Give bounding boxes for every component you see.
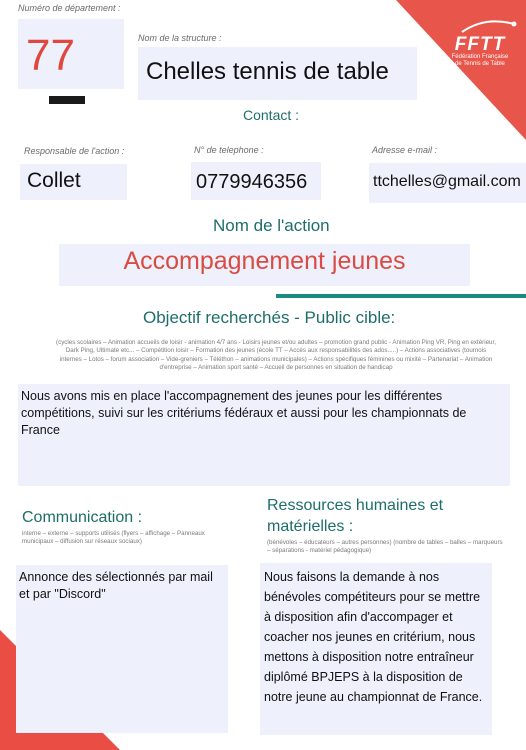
responsable-value: Collet [27,169,81,192]
nom-action-field[interactable] [59,244,470,286]
telephone-label: N° de telephone : [194,145,264,155]
nom-action-heading: Nom de l'action [213,216,330,235]
email-value: ttchelles@gmail.com [373,173,521,190]
communication-value: Annonce des sélectionnés par mail et par "Discord" [19,570,213,601]
contact-heading: Contact : [243,107,300,123]
departement-field[interactable] [18,19,124,89]
ressources-heading: Ressources humaines et matérielles : [267,497,444,535]
communication-hint: interne – externe – supports utilisés (flyers – affichage – Panneaux municipaux – diffusion sur réseaux sociaux) [22,530,205,546]
responsable-field[interactable] [20,164,127,200]
structure-field[interactable] [138,47,417,100]
structure-label: Nom de la structure : [138,33,222,43]
communication-heading: Communication : [22,509,143,526]
ressources-hint: (bénévoles – éducateurs – autres personnes) (nombre de tables – balles – marqueurs – séparations - matériel pédagogique) [267,539,503,555]
telephone-value: 0779946356 [196,171,308,193]
email-field[interactable] [369,163,526,203]
logo-line-1: Fédération Française [451,54,509,60]
objectif-heading: Objectif recherchés - Public cible: [143,308,396,327]
teal-divider [276,294,526,298]
departement-value: 77 [26,31,75,80]
email-label: Adresse e-mail : [372,145,438,155]
ressources-value: Nous faisons la demande à nos bénévoles compétiteurs pour se mettre à disposition afin d'accompager et coacher nos jeunes en critérium, nous mettons à disposition notre entraîneur diplômé BPJEPS à la disposition de notre jeune au championnat de France. [264,570,483,704]
objectif-value: Nous avons mis en place l'accompagnement des jeunes pour les différentes compétitions, suivi sur les critériums fédéraux et aussi pour les championnats de France [21,389,467,437]
objectif-field[interactable] [18,384,510,486]
communication-field[interactable] [16,565,228,733]
responsable-label: Responsable de l'action : [24,146,125,156]
black-bar [49,96,85,104]
structure-value: Chelles tennis de table [146,58,389,85]
logo-text: FFTT [454,34,506,55]
objectif-hint: (cycles scolaires – Animation accueils de loisir - animation 4/7 ans - Loisirs jeunes et/ou adultes – promotion grand public - Animation Ping VR, Ping en extérieur, Dark Ping, Ultimate etc... – Compétition loisir – Formation des jeunes (école TT – Accès aux responsabilités des ados.....) – Actions associatives (tournois internes – Lotos – forum association – Vide-greniers – Téléthon – animations municipales) – Actions spécifiques féminines ou mixité – Partenariat – Animation d'entreprise – Animation sport santé – Accueil de personnes en situation de handicap [56,339,496,372]
telephone-field[interactable] [191,162,321,200]
departement-label: Numéro de département : [18,3,121,13]
logo-line-2: de Tennis de Table [455,61,505,67]
fftt-logo [440,18,520,70]
ressources-field[interactable] [260,563,492,735]
nom-action-value: Accompagnement jeunes [123,247,406,275]
